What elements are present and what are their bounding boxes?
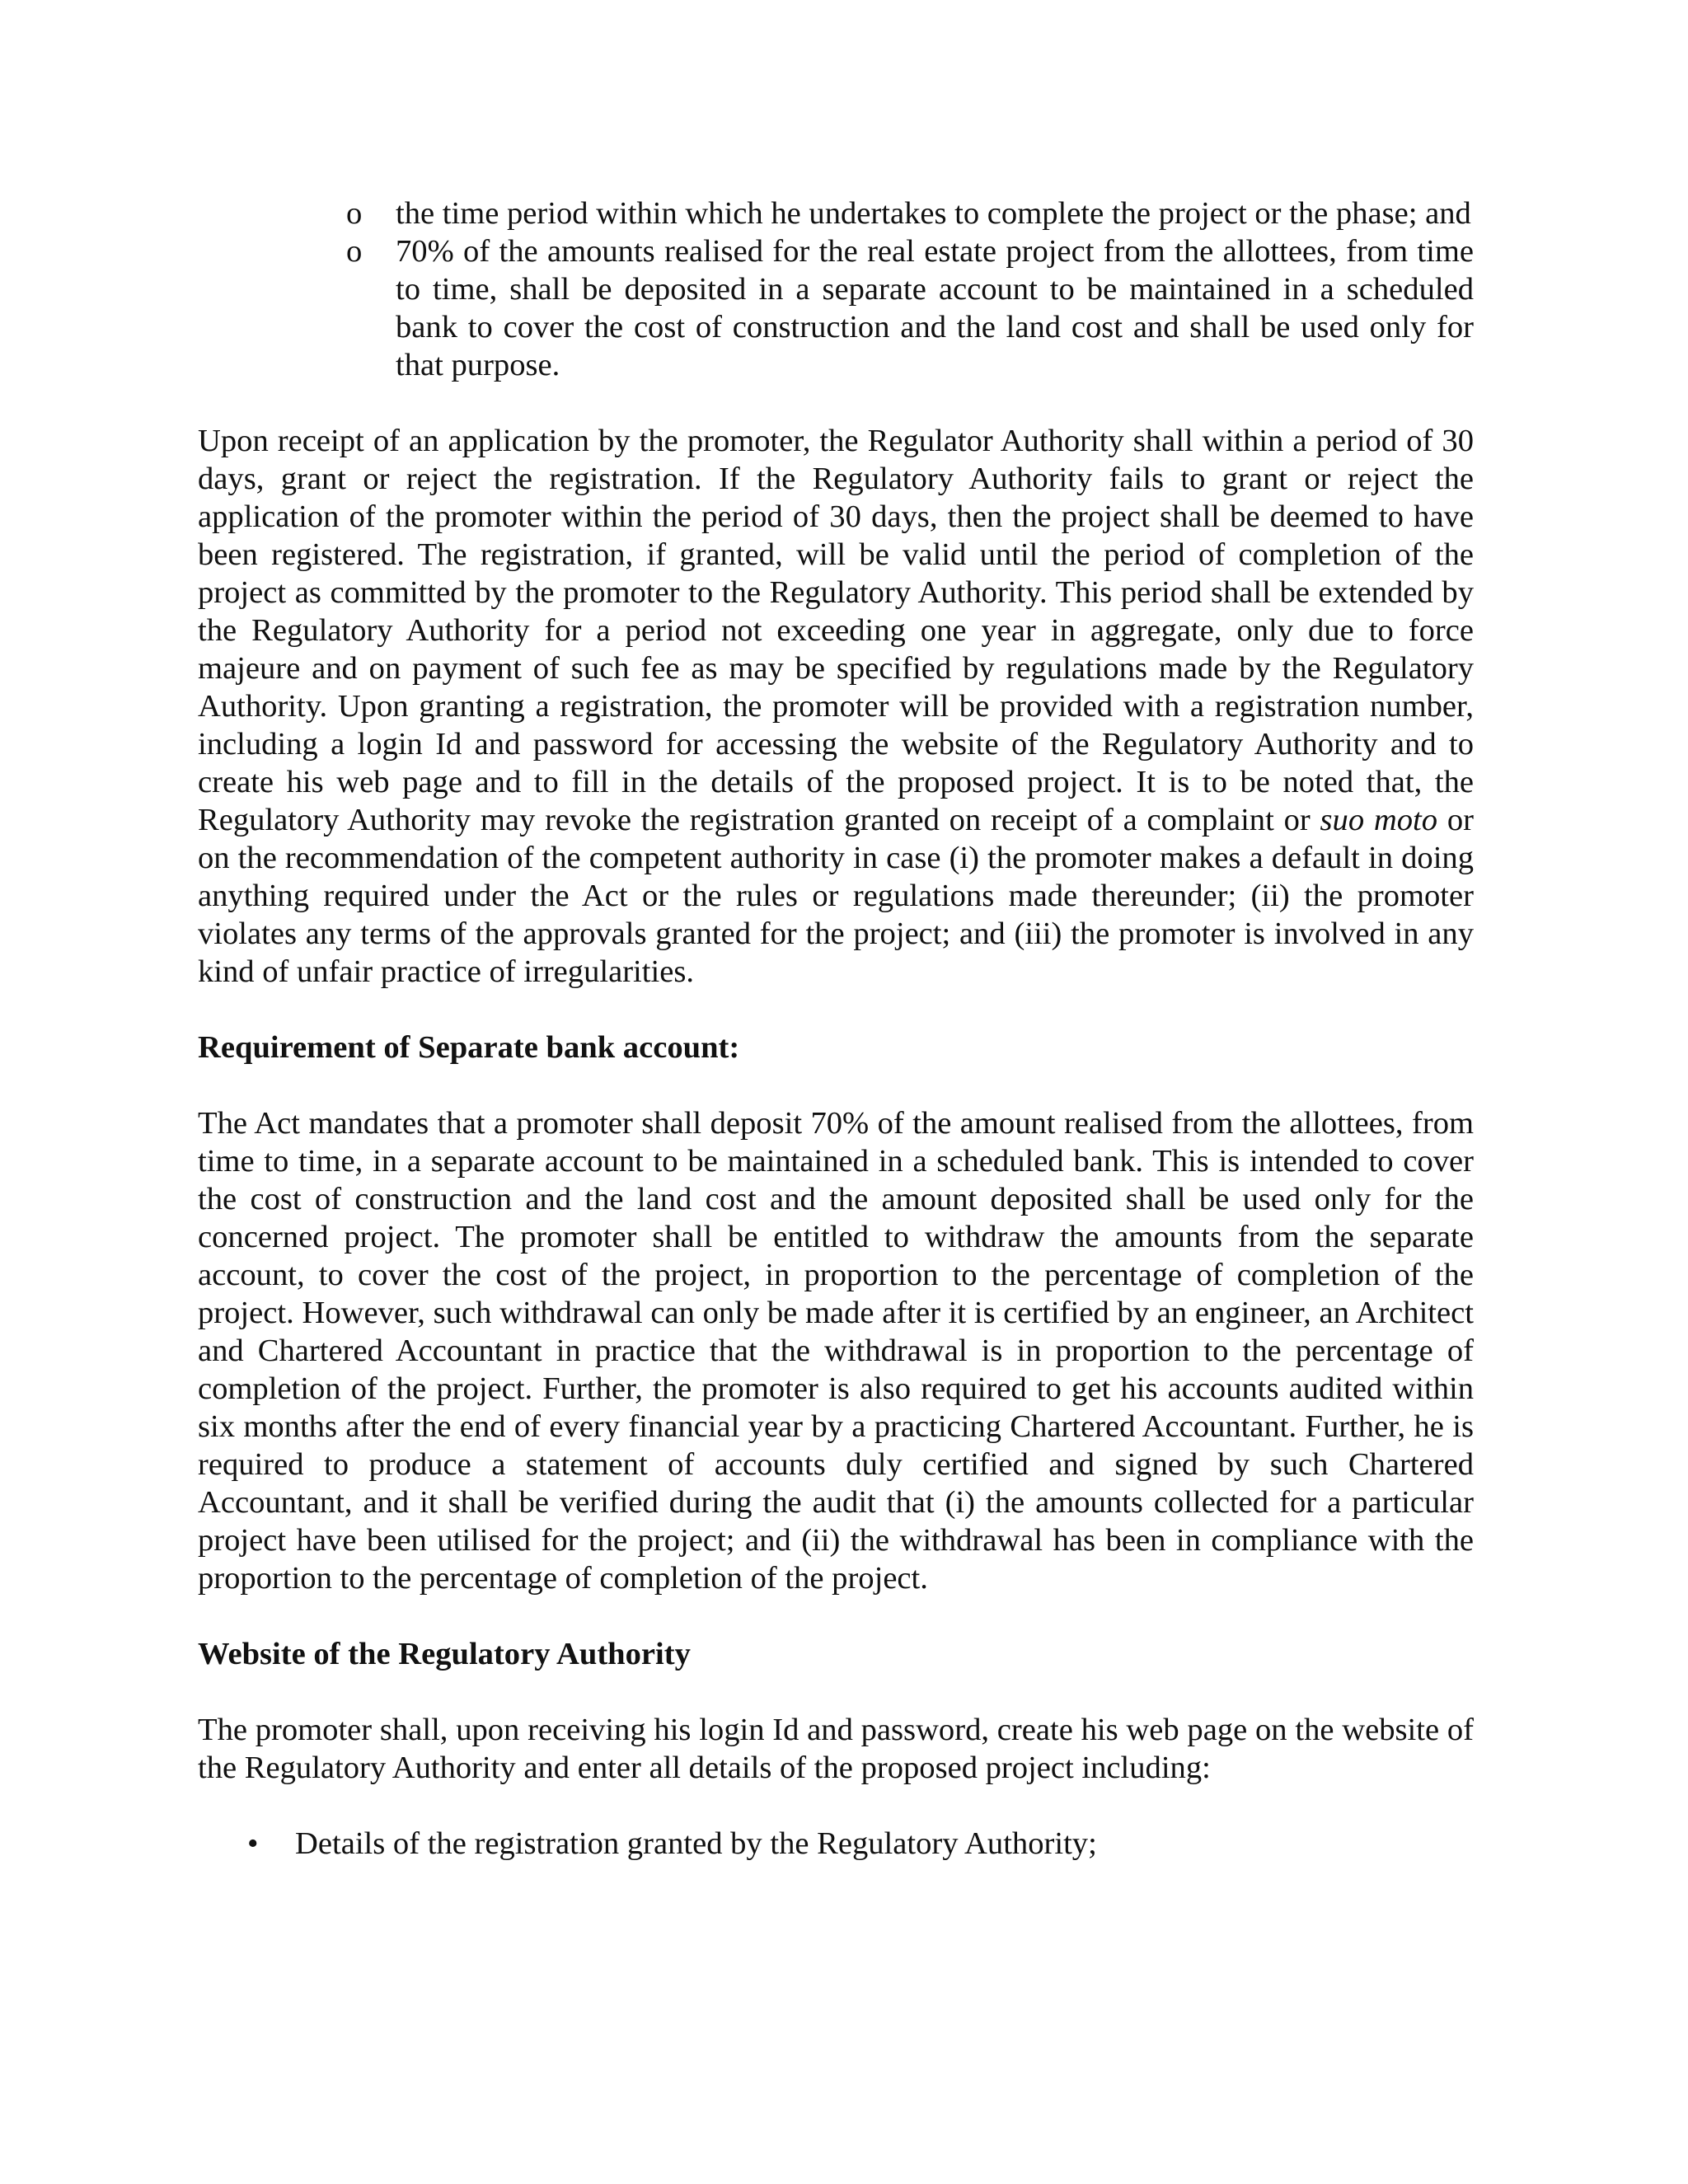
bullet-list [198, 1825, 1474, 1863]
website-paragraph: The promoter shall, upon receiving his login Id and password, create his web page on the website of the Regulatory Authority and enter all details of the proposed project including: [198, 1713, 1474, 1785]
bullet-icon: • [247, 1826, 259, 1861]
list-item-text: Details of the registration granted by the Regulatory Authority; [295, 1826, 1097, 1861]
section-heading-bank-account: Requirement of Separate bank account: [198, 1030, 740, 1065]
list-item-text: the time period within which he undertakes to complete the project or the phase; and [396, 196, 1471, 231]
document-body [198, 194, 1474, 1863]
list-item [198, 232, 1474, 384]
paragraph-text: or on the recommendation of the competent authority in case (i) the promoter makes a default in doing anything required under the Act or the rules or regulations made thereunder; (ii) the promoter violates any terms of the approvals granted for the project; and (iii) the promoter is involved in any kind of unfair practice of irregularities. [198, 803, 1474, 989]
paragraph-text: Upon receipt of an application by the promoter, the Regulator Authority shall within a period of 30 days, grant or reject the registration. If the Regulatory Authority fails to grant or reject the application of the promoter within the period of 30 days, then the project shall be deemed to have been registered. The registration, if granted, will be valid until the period of completion of the project as committed by the promoter to the Regulatory Authority. This period shall be extended by the Regulatory Authority for a period not exceeding one year in aggregate, only due to force majeure and on payment of such fee as may be specified by regulations made by the Regulatory Authority. Upon granting a registration, the promoter will be provided with a registration number, including a login Id and password for accessing the website of the Regulatory Authority and to create his web page and to fill in the details of the proposed project. It is to be noted that, the Regulatory Authority may revoke the registration granted on receipt of a complaint or [198, 424, 1474, 837]
bank-account-paragraph: The Act mandates that a promoter shall deposit 70% of the amount realised from the allottees, from time to time, in a separate account to be maintained in a scheduled bank. This is intended to cover the cost of construction and the land cost and the amount deposited shall be used only for the concerned project. The promoter shall be entitled to withdraw the amounts from the separate account, to cover the cost of the project, in proportion to the percentage of completion of the project. However, such withdrawal can only be made after it is certified by an engineer, an Architect and Chartered Accountant in practice that the withdrawal is in proportion to the percentage of completion of the project. Further, the promoter is also required to get his accounts audited within six months after the end of every financial year by a practicing Chartered Accountant. Further, he is required to produce a statement of accounts duly certified and signed by such Chartered Accountant, and it shall be verified during the audit that (i) the amounts collected for a particular project have been utilised for the project; and (ii) the withdrawal has been in compliance with the proportion to the percentage of completion of the project. [198, 1106, 1474, 1596]
circle-bullet-icon: o [346, 234, 363, 269]
sub-list [198, 194, 1474, 384]
circle-bullet-icon: o [346, 196, 363, 231]
list-item [198, 194, 1474, 232]
section-heading-website: Website of the Regulatory Authority [198, 1637, 691, 1671]
list-item-text: 70% of the amounts realised for the real estate project from the allottees, from time to time, shall be deposited in a separate account to be maintained in a scheduled bank to cover the cost of construction and the land cost and shall be used only for that purpose. [396, 234, 1474, 382]
italic-term: suo moto [1320, 803, 1438, 837]
list-item [198, 1825, 1474, 1863]
registration-paragraph [198, 422, 1474, 991]
